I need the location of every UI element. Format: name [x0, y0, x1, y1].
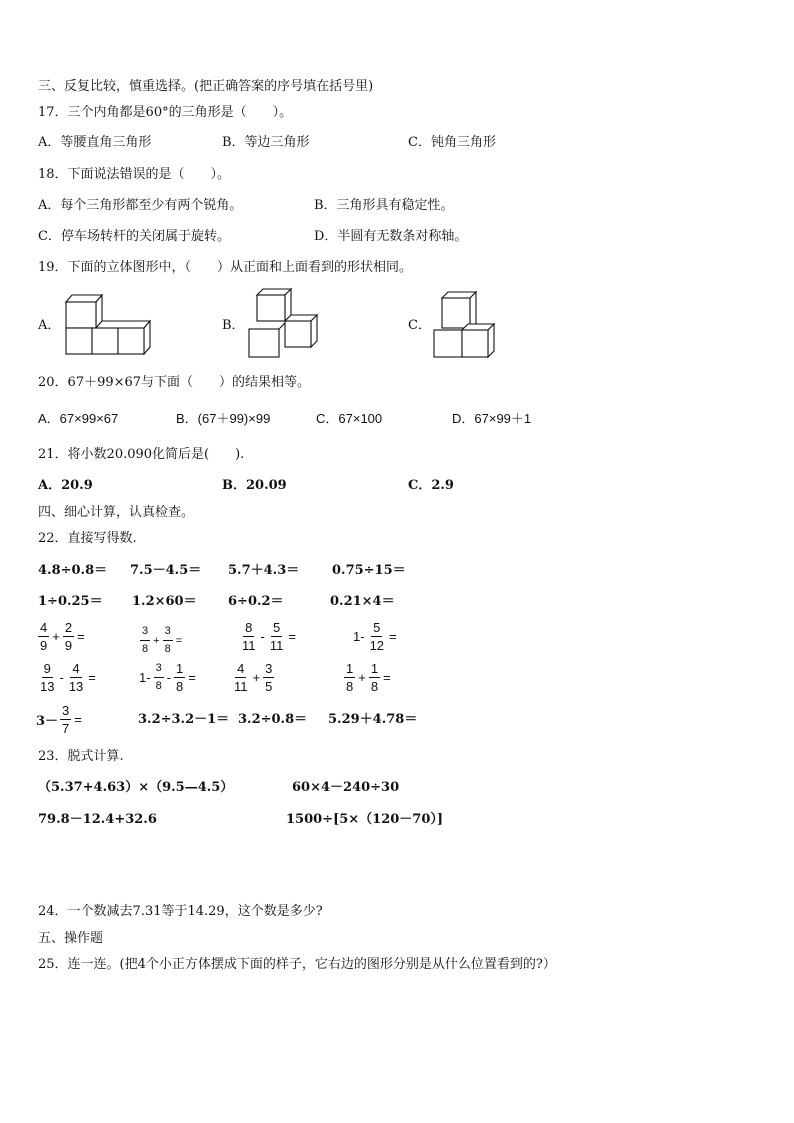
- fraction-r3-a: 3－ $\frac{3}{7}$ =: [36, 703, 82, 736]
- calc-r2-a: 1÷0.25＝: [38, 594, 103, 609]
- question-17-stem: 17．三个内角都是60°的三角形是（ ）。: [38, 105, 293, 120]
- calc-r1-b: 7.5－4.5＝: [130, 563, 202, 578]
- question-21-stem: 21．将小数20.090化简后是( ).: [38, 447, 245, 462]
- q21-option-c: C．2.9: [408, 478, 454, 493]
- q23-item-1: （5.37+4.63）×（9.5—4.5）: [38, 780, 234, 795]
- fraction-r2-d: 1 8 + $\frac{1}{8}$ =: [346, 661, 391, 694]
- q21-option-a: A．20.9: [38, 478, 93, 493]
- q18-option-d: D．半圆有无数条对称轴。: [314, 229, 468, 244]
- calc-r3-b: 3.2÷3.2－1＝: [138, 712, 230, 727]
- question-18-stem: 18．下面说法错误的是（ ）。: [38, 167, 231, 182]
- cube-figure-b: [247, 287, 321, 359]
- calc-r2-c: 6÷0.2＝: [228, 594, 284, 609]
- q17-option-b: B．等边三角形: [222, 135, 310, 150]
- calc-r1-c: 5.7＋4.3＝: [228, 563, 300, 578]
- q17-option-c: C．钝角三角形: [408, 135, 496, 150]
- q20-option-c: C．67×100: [316, 411, 383, 426]
- question-20-stem: 20．67＋99×67与下面（ ）的结果相等。: [38, 375, 311, 390]
- q18-option-c: C．停车场转杆的关闭属于旋转。: [38, 229, 230, 244]
- calc-r3-c: 3.2÷0.8＝: [238, 712, 308, 727]
- q19-option-b: B．: [222, 318, 245, 333]
- q20-option-b: B．(67＋99)×99: [176, 411, 271, 426]
- q19-option-a: A．: [38, 318, 61, 333]
- q18-option-a: A．每个三角形都至少有两个锐角。: [38, 198, 243, 213]
- q21-option-b: B．20.09: [222, 478, 287, 493]
- fraction-r2-b: 1- 3 8 - $\frac{1}{8}$ =: [139, 661, 196, 694]
- q23-item-4: 1500÷[5×（120－70）]: [286, 812, 444, 827]
- section-4-header: 四、细心计算，认真检查。: [38, 505, 195, 520]
- section-3-header: 三、反复比较，慎重选择。(把正确答案的序号填在括号里): [38, 79, 374, 94]
- fraction-r1-b: 3 8 + $\frac{3}{8}$ =: [142, 625, 183, 655]
- calc-r1-d: 0.75÷15＝: [332, 563, 406, 578]
- cube-figure-c: [432, 290, 496, 360]
- fraction-r1-c: 8 11 - $\frac{5}{11}$ =: [242, 620, 296, 653]
- calc-r2-d: 0.21×4＝: [330, 594, 395, 609]
- fraction-r1-a: 4 9 + $\frac{2}{9}$ =: [40, 620, 85, 653]
- q19-option-c: C．: [408, 318, 431, 333]
- calc-r1-a: 4.8÷0.8＝: [38, 563, 108, 578]
- fraction-r2-c: 4 11 + $\frac{3}{5}$: [234, 661, 273, 694]
- question-22-stem: 22．直接写得数.: [38, 531, 137, 546]
- question-19-stem: 19．下面的立体图形中，（ ）从正面和上面看到的形状相同。: [38, 260, 413, 275]
- question-24-stem: 24．一个数减去7.31等于14.29，这个数是多少?: [38, 904, 323, 919]
- fraction-r2-a: 9 13 - $\frac{4}{13}$ =: [40, 661, 96, 694]
- q20-option-a: A．67×99×67: [38, 411, 119, 426]
- q18-option-b: B．三角形具有稳定性。: [314, 198, 454, 213]
- section-5-header: 五、操作题: [38, 931, 104, 946]
- q23-item-3: 79.8－12.4+32.6: [38, 812, 157, 827]
- q23-item-2: 60×4－240÷30: [292, 780, 400, 795]
- q17-option-a: A．等腰直角三角形: [38, 135, 152, 150]
- question-25-stem: 25．连一连。(把4个小正方体摆成下面的样子，它右边的图形分别是从什么位置看到的?）: [38, 957, 556, 972]
- cube-figure-a: [62, 292, 154, 356]
- calc-r2-b: 1.2×60＝: [132, 594, 197, 609]
- q20-option-d: D．67×99＋1: [452, 411, 532, 426]
- calc-r3-d: 5.29＋4.78＝: [328, 712, 418, 727]
- fraction-r1-d: 1- $\frac{5}{12}$ =: [353, 620, 397, 653]
- question-23-stem: 23．脱式计算.: [38, 749, 124, 764]
